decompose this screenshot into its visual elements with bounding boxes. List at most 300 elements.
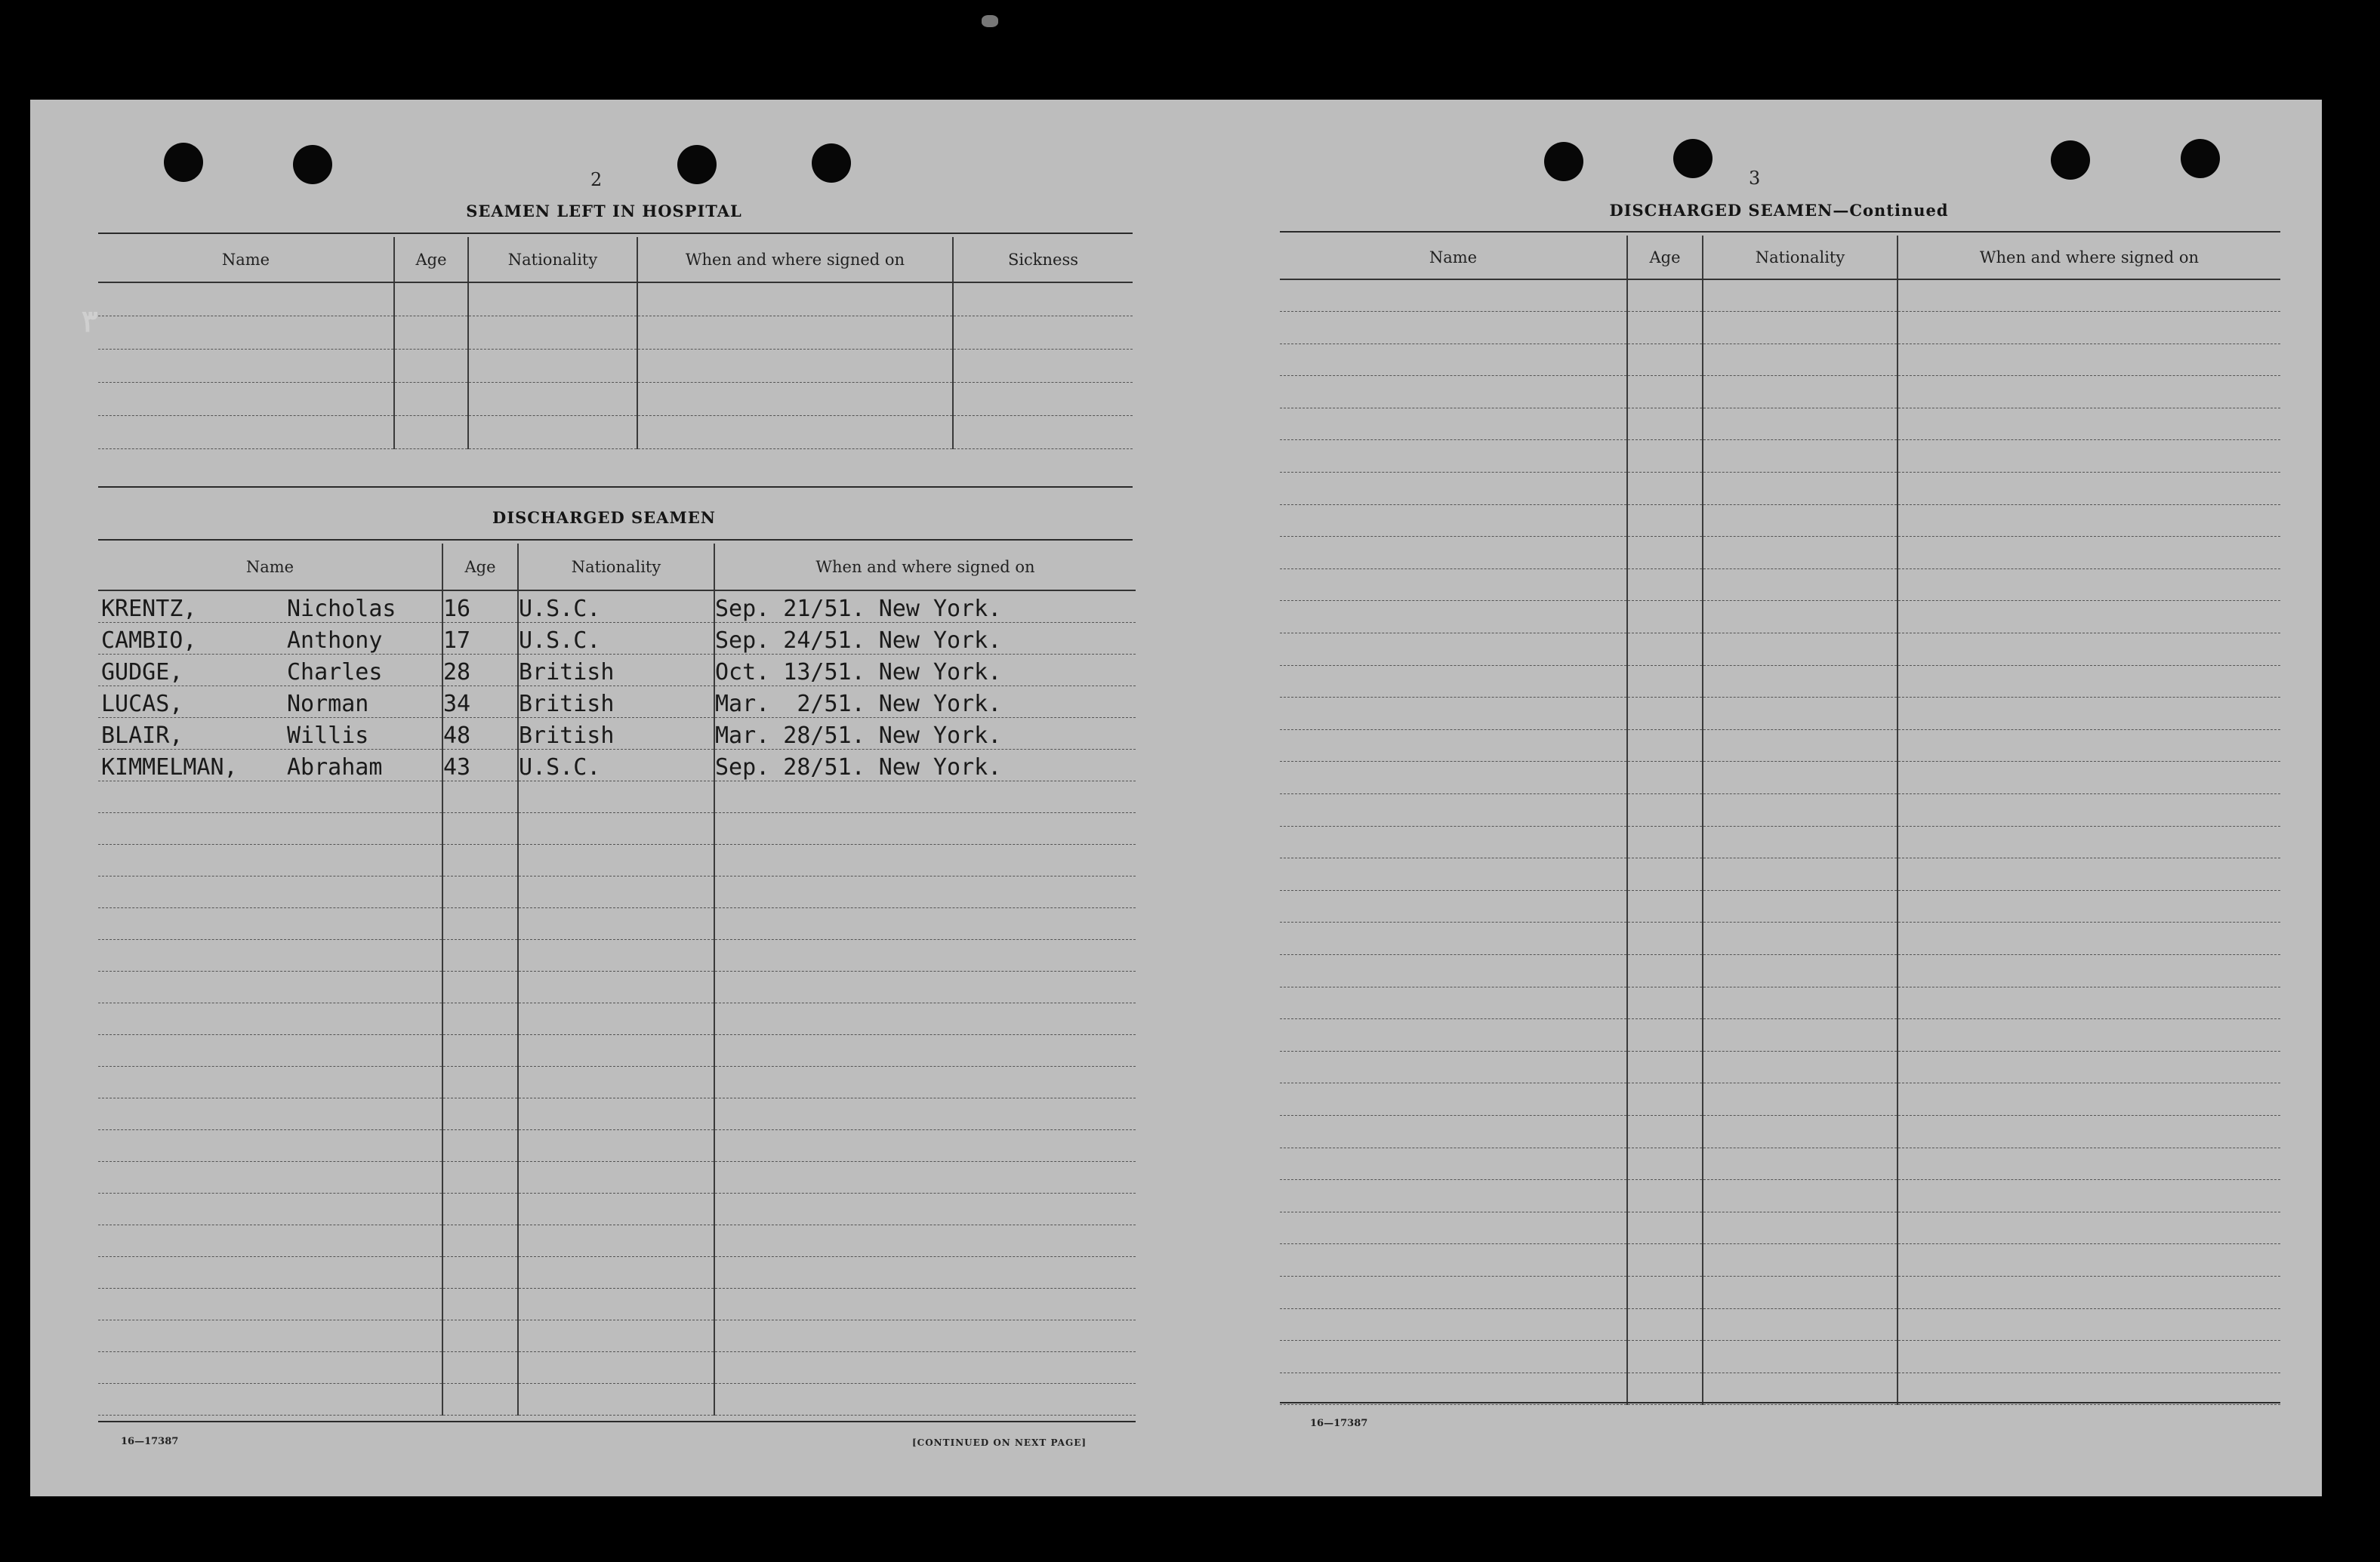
seaman-given-name: Anthony [287, 627, 383, 654]
seaman-name-cell [98, 1225, 442, 1256]
table-row [98, 844, 1136, 876]
table-cell [1703, 1308, 1898, 1341]
table-cell [1627, 1373, 1703, 1405]
seaman-signed-on: Mar. 2/51. New York. [714, 685, 1136, 717]
seaman-age [442, 812, 518, 844]
table-cell [1280, 1373, 1627, 1405]
table-cell [1627, 568, 1703, 601]
table-cell [1280, 1180, 1627, 1212]
table-cell [1627, 1083, 1703, 1116]
table-cell [1627, 279, 1703, 312]
seaman-name-cell [98, 717, 442, 749]
seaman-surname: LUCAS, [101, 690, 183, 717]
hospital-section-title: SEAMEN LEFT IN HOSPITAL [466, 202, 742, 220]
table-cell [1703, 858, 1898, 891]
punch-hole [1673, 139, 1713, 178]
table-cell [1898, 473, 2280, 505]
seaman-age [442, 1320, 518, 1351]
hospital-table-body [98, 282, 1133, 448]
table-cell [1703, 698, 1898, 730]
seaman-name-cell [98, 876, 442, 907]
table-cell [953, 415, 1133, 448]
seaman-age [442, 1098, 518, 1129]
table-cell [98, 282, 394, 316]
table-cell [1280, 1148, 1627, 1180]
table-cell [1898, 954, 2280, 987]
table-row [98, 590, 1136, 622]
table-row [98, 812, 1136, 844]
table-cell [1898, 1212, 2280, 1244]
table-cell [1627, 1308, 1703, 1341]
page-left [30, 100, 1178, 1496]
seaman-name-cell [98, 1161, 442, 1193]
seaman-name-cell [98, 1066, 442, 1098]
punch-hole [2181, 139, 2220, 178]
table-cell [1627, 376, 1703, 408]
seaman-signed-on [714, 1320, 1136, 1351]
table-cell [1898, 1341, 2280, 1373]
table-cell [1898, 504, 2280, 537]
table-cell [1627, 890, 1703, 923]
table-cell [1898, 1051, 2280, 1083]
discharged-bottom-rule [98, 1421, 1136, 1422]
table-cell [1703, 504, 1898, 537]
table-row [1280, 1115, 2280, 1148]
table-cell [953, 382, 1133, 415]
seaman-signed-on [714, 1193, 1136, 1225]
seaman-age [442, 907, 518, 939]
form-code: 16—17387 [1310, 1418, 1368, 1429]
seaman-given-name: Willis [287, 722, 369, 749]
table-row [98, 1351, 1136, 1383]
table-row [1280, 698, 2280, 730]
table-cell [1703, 794, 1898, 827]
table-cell [1703, 312, 1898, 344]
table-row [98, 1161, 1136, 1193]
table-cell [1703, 1212, 1898, 1244]
table-cell [1703, 344, 1898, 376]
column-header-name: Name [1280, 236, 1627, 279]
table-cell [1898, 987, 2280, 1019]
table-cell [1280, 312, 1627, 344]
seaman-signed-on [714, 1288, 1136, 1320]
seaman-name-cell [98, 812, 442, 844]
table-cell [394, 415, 468, 448]
column-header-name: Name [98, 237, 394, 282]
table-cell [1280, 1019, 1627, 1052]
table-row [1280, 440, 2280, 473]
table-row [98, 1193, 1136, 1225]
table-cell [1703, 408, 1898, 440]
column-header-nationality: Nationality [518, 544, 714, 590]
table-row [1280, 923, 2280, 955]
table-cell [1898, 376, 2280, 408]
seaman-name-cell [98, 654, 442, 685]
table-header-row [1280, 236, 2280, 279]
table-cell [1280, 1341, 1627, 1373]
table-cell [1703, 954, 1898, 987]
seaman-name-cell [98, 622, 442, 654]
seaman-surname: KIMMELMAN, [101, 753, 238, 781]
punch-hole [2051, 140, 2090, 180]
table-row [1280, 1019, 2280, 1052]
punch-hole [293, 145, 332, 184]
seaman-nationality: U.S.C. [518, 590, 714, 622]
table-row [1280, 1276, 2280, 1308]
table-cell [1280, 537, 1627, 569]
table-cell [1627, 1115, 1703, 1148]
column-header-signed-on: When and where signed on [637, 237, 953, 282]
seaman-age: 17 [442, 622, 518, 654]
table-cell [1898, 1083, 2280, 1116]
table-row [1280, 473, 2280, 505]
seaman-age [442, 1225, 518, 1256]
page-number: 3 [1749, 168, 1761, 189]
header-rule [98, 539, 1133, 541]
table-row [1280, 1180, 2280, 1212]
table-cell [953, 316, 1133, 349]
table-cell [1280, 1083, 1627, 1116]
seaman-signed-on [714, 907, 1136, 939]
seaman-age [442, 1383, 518, 1415]
table-cell [1703, 1083, 1898, 1116]
seaman-name-cell [98, 939, 442, 971]
seaman-nationality: U.S.C. [518, 749, 714, 781]
page-right [1238, 100, 2322, 1496]
table-cell [394, 282, 468, 316]
seaman-signed-on [714, 781, 1136, 812]
seaman-name-cell [98, 781, 442, 812]
table-cell [1898, 568, 2280, 601]
table-cell [1898, 1115, 2280, 1148]
table-row [1280, 1051, 2280, 1083]
table-cell [1280, 698, 1627, 730]
table-cell [1280, 794, 1627, 827]
table-row [98, 1066, 1136, 1098]
table-cell [1627, 1276, 1703, 1308]
punch-hole [812, 143, 851, 183]
table-cell [1280, 1276, 1627, 1308]
punch-hole [677, 145, 717, 184]
seaman-nationality [518, 1256, 714, 1288]
table-cell [1280, 729, 1627, 762]
seaman-signed-on [714, 1161, 1136, 1193]
table-row [98, 622, 1136, 654]
seaman-nationality [518, 1034, 714, 1066]
table-cell [1703, 1019, 1898, 1052]
seaman-signed-on [714, 1256, 1136, 1288]
table-cell [1898, 794, 2280, 827]
table-cell [468, 316, 637, 349]
table-cell [98, 316, 394, 349]
table-row [1280, 890, 2280, 923]
table-row [1280, 1308, 2280, 1341]
table-cell [1703, 537, 1898, 569]
seaman-nationality: British [518, 717, 714, 749]
column-header-age: Age [442, 544, 518, 590]
seaman-signed-on: Sep. 28/51. New York. [714, 749, 1136, 781]
table-cell [1627, 473, 1703, 505]
table-cell [1280, 890, 1627, 923]
table-cell [1627, 312, 1703, 344]
seaman-signed-on [714, 844, 1136, 876]
table-cell [1898, 1180, 2280, 1212]
table-cell [1703, 1276, 1898, 1308]
seaman-age [442, 1129, 518, 1161]
seaman-signed-on [714, 1129, 1136, 1161]
seaman-nationality [518, 1351, 714, 1383]
seaman-nationality [518, 844, 714, 876]
page-number: 2 [590, 169, 603, 190]
table-row [98, 876, 1136, 907]
seaman-age [442, 971, 518, 1003]
discharged-continued-body [1280, 279, 2280, 1405]
table-cell [1627, 1019, 1703, 1052]
seaman-name-cell [98, 590, 442, 622]
seaman-surname: CAMBIO, [101, 627, 197, 654]
table-cell [1703, 601, 1898, 633]
seaman-surname: BLAIR, [101, 722, 183, 749]
seaman-age: 28 [442, 654, 518, 685]
seaman-age [442, 1193, 518, 1225]
table-row [98, 1098, 1136, 1129]
table-cell [1898, 923, 2280, 955]
seaman-name-cell [98, 1383, 442, 1415]
table-row [1280, 504, 2280, 537]
seaman-age [442, 1256, 518, 1288]
table-cell [1627, 1244, 1703, 1277]
seaman-nationality [518, 1003, 714, 1034]
table-row [1280, 1341, 2280, 1373]
table-cell [1898, 279, 2280, 312]
table-cell [1280, 1308, 1627, 1341]
seaman-signed-on [714, 1034, 1136, 1066]
seaman-signed-on [714, 1098, 1136, 1129]
table-cell [1280, 279, 1627, 312]
table-cell [1627, 858, 1703, 891]
table-cell [1898, 698, 2280, 730]
table-cell [1703, 568, 1898, 601]
seaman-age: 48 [442, 717, 518, 749]
seaman-nationality [518, 1098, 714, 1129]
table-cell [1703, 473, 1898, 505]
table-row [98, 1034, 1136, 1066]
seaman-age [442, 939, 518, 971]
table-cell [1280, 1212, 1627, 1244]
table-row [98, 1129, 1136, 1161]
table-row [1280, 858, 2280, 891]
table-row [1280, 1212, 2280, 1244]
column-header-age: Age [394, 237, 468, 282]
table-cell [1898, 826, 2280, 858]
table-cell [1703, 729, 1898, 762]
seaman-signed-on: Sep. 24/51. New York. [714, 622, 1136, 654]
form-code: 16—17387 [121, 1436, 179, 1447]
table-row [98, 1288, 1136, 1320]
table-cell [1898, 762, 2280, 794]
seaman-given-name: Norman [287, 690, 369, 717]
table-row [1280, 1148, 2280, 1180]
table-row [98, 685, 1136, 717]
seaman-signed-on [714, 1225, 1136, 1256]
table-row [1280, 794, 2280, 827]
table-cell [1898, 890, 2280, 923]
table-cell [1898, 1019, 2280, 1052]
seaman-name-cell [98, 907, 442, 939]
table-cell [1280, 601, 1627, 633]
table-cell [1703, 1341, 1898, 1373]
table-row [1280, 312, 2280, 344]
table-row [98, 781, 1136, 812]
seaman-nationality: British [518, 685, 714, 717]
discharged-table-body [98, 590, 1136, 1415]
seaman-nationality [518, 781, 714, 812]
table-row [98, 349, 1133, 382]
seaman-signed-on [714, 939, 1136, 971]
seaman-name-cell [98, 1256, 442, 1288]
seaman-name-cell [98, 844, 442, 876]
table-row [1280, 344, 2280, 376]
punch-hole [164, 143, 203, 182]
table-cell [1280, 376, 1627, 408]
table-header-row [98, 544, 1136, 590]
discharged-continued-table [1280, 236, 2280, 1405]
seaman-nationality [518, 1320, 714, 1351]
table-cell [1627, 923, 1703, 955]
table-cell [1280, 987, 1627, 1019]
table-row [98, 1383, 1136, 1415]
table-cell [1703, 890, 1898, 923]
seaman-name-cell [98, 1098, 442, 1129]
table-cell [468, 282, 637, 316]
table-cell [1280, 1244, 1627, 1277]
table-cell [1280, 858, 1627, 891]
seaman-name-cell [98, 1351, 442, 1383]
table-cell [1627, 729, 1703, 762]
table-cell [1627, 1212, 1703, 1244]
hospital-table [98, 237, 1133, 449]
table-cell [1627, 1180, 1703, 1212]
seaman-surname: KRENTZ, [101, 595, 197, 622]
table-cell [1627, 1148, 1703, 1180]
column-header-signed-on: When and where signed on [1898, 236, 2280, 279]
table-row [98, 1256, 1136, 1288]
table-cell [1280, 665, 1627, 698]
scan-speck [982, 15, 998, 27]
seaman-name-cell [98, 685, 442, 717]
discharged-continued-title: DISCHARGED SEAMEN—Continued [1609, 201, 1949, 220]
table-cell [1898, 633, 2280, 666]
table-cell [1703, 1051, 1898, 1083]
seaman-age [442, 781, 518, 812]
seaman-nationality [518, 971, 714, 1003]
seaman-surname: GUDGE, [101, 658, 183, 685]
seaman-nationality [518, 907, 714, 939]
table-cell [468, 382, 637, 415]
column-header-age: Age [1627, 236, 1703, 279]
table-cell [1703, 440, 1898, 473]
table-cell [1898, 1244, 2280, 1277]
seaman-signed-on [714, 1383, 1136, 1415]
table-cell [394, 316, 468, 349]
seaman-nationality [518, 1225, 714, 1256]
table-cell [1280, 473, 1627, 505]
table-cell [1898, 408, 2280, 440]
header-rule [1280, 231, 2280, 233]
table-cell [1703, 376, 1898, 408]
table-row [1280, 601, 2280, 633]
table-row [98, 1003, 1136, 1034]
table-cell [1627, 504, 1703, 537]
table-row [1280, 633, 2280, 666]
table-cell [953, 349, 1133, 382]
seaman-nationality [518, 1383, 714, 1415]
seaman-signed-on [714, 1351, 1136, 1383]
table-row [1280, 1373, 2280, 1405]
table-row [1280, 954, 2280, 987]
table-cell [1627, 954, 1703, 987]
seaman-signed-on [714, 1066, 1136, 1098]
table-cell [1280, 344, 1627, 376]
table-header-row [98, 237, 1133, 282]
seaman-given-name: Charles [287, 658, 383, 685]
table-row [1280, 279, 2280, 312]
table-row [1280, 537, 2280, 569]
table-cell [1280, 568, 1627, 601]
table-cell [1280, 504, 1627, 537]
seaman-signed-on [714, 812, 1136, 844]
seaman-nationality [518, 1066, 714, 1098]
seaman-age [442, 876, 518, 907]
table-cell [1703, 1244, 1898, 1277]
table-cell [1703, 987, 1898, 1019]
table-cell [637, 316, 953, 349]
seaman-name-cell [98, 749, 442, 781]
seaman-nationality [518, 876, 714, 907]
table-cell [953, 282, 1133, 316]
table-row [98, 939, 1136, 971]
table-row [98, 717, 1136, 749]
table-cell [394, 349, 468, 382]
table-row [98, 1320, 1136, 1351]
table-cell [1898, 440, 2280, 473]
table-cell [637, 382, 953, 415]
table-cell [1280, 923, 1627, 955]
table-row [1280, 729, 2280, 762]
seaman-age [442, 1003, 518, 1034]
table-row [1280, 1244, 2280, 1277]
hospital-bottom-rule [98, 486, 1133, 488]
table-cell [1627, 440, 1703, 473]
table-cell [1703, 762, 1898, 794]
seaman-name-cell [98, 1003, 442, 1034]
table-cell [1898, 729, 2280, 762]
margin-handwritten-mark: ۳ [82, 303, 98, 339]
table-row [98, 415, 1133, 448]
table-cell [394, 382, 468, 415]
table-cell [1280, 826, 1627, 858]
table-cell [1627, 633, 1703, 666]
seaman-name-cell [98, 971, 442, 1003]
table-cell [1703, 1148, 1898, 1180]
seaman-nationality [518, 1129, 714, 1161]
table-cell [1627, 601, 1703, 633]
table-row [1280, 408, 2280, 440]
table-row [98, 282, 1133, 316]
table-cell [98, 349, 394, 382]
seaman-age [442, 1066, 518, 1098]
seaman-nationality: U.S.C. [518, 622, 714, 654]
